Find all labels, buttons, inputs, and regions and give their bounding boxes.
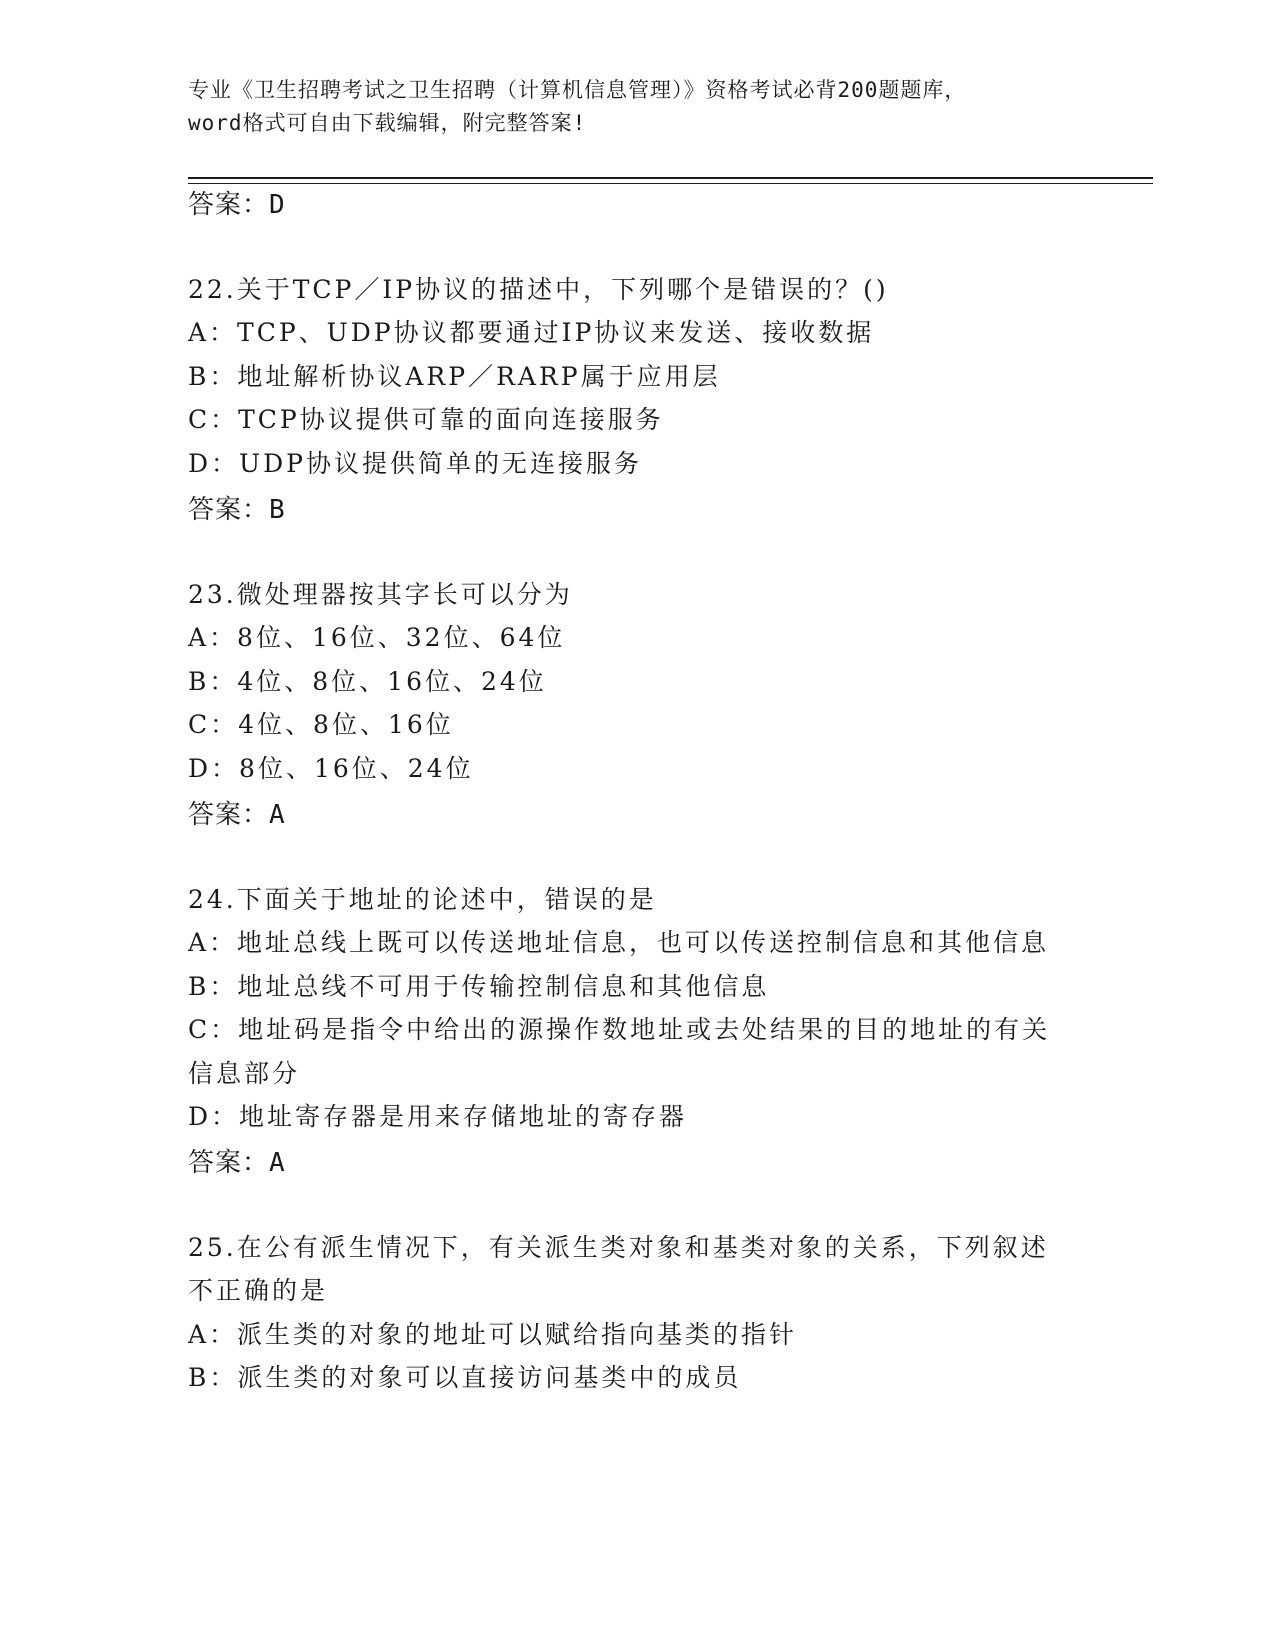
question-23-option-b: B：4位、8位、16位、24位 — [188, 667, 547, 696]
question-25-option-b: B：派生类的对象可以直接访问基类中的成员 — [188, 1363, 742, 1392]
question-25-stem: 25.在公有派生情况下，有关派生类对象和基类对象的关系，下列叙述 — [188, 1233, 1049, 1262]
question-25-option-a: A：派生类的对象的地址可以赋给指向基类的指针 — [188, 1320, 798, 1349]
question-24-option-c: C：地址码是指令中给出的源操作数地址或去处结果的目的地址的有关 — [188, 1015, 1051, 1044]
answer-24: 答案：A — [188, 1148, 286, 1178]
question-22-option-b: B：地址解析协议ARP／RARP属于应用层 — [188, 362, 721, 391]
question-24-option-b: B：地址总线不可用于传输控制信息和其他信息 — [188, 972, 770, 1001]
question-24-option-a: A：地址总线上既可以传送地址信息，也可以传送控制信息和其他信息 — [188, 928, 1050, 957]
question-23-option-c: C：4位、8位、16位 — [188, 710, 454, 739]
question-22-option-a: A：TCP、UDP协议都要通过IP协议来发送、接收数据 — [188, 318, 875, 347]
question-22-stem: 22.关于TCP／IP协议的描述中，下列哪个是错误的？() — [188, 275, 889, 304]
answer-21: 答案：D — [188, 190, 286, 220]
document-header — [188, 74, 1088, 140]
header-line-1: 专业《卫生招聘考试之卫生招聘（计算机信息管理）》资格考试必背200题题库， — [188, 78, 967, 102]
question-25-stem-continued: 不正确的是 — [188, 1276, 329, 1305]
answer-23: 答案：A — [188, 800, 286, 830]
header-rule-thin — [188, 183, 1153, 184]
question-23-stem: 23.微处理器按其字长可以分为 — [188, 580, 573, 609]
question-24-option-d: D：地址寄存器是用来存储地址的寄存器 — [188, 1102, 688, 1131]
question-23-option-d: D：8位、16位、24位 — [188, 754, 474, 783]
header-line-2: word格式可自由下载编辑，附完整答案! — [188, 111, 587, 135]
question-24-option-c-continued: 信息部分 — [188, 1059, 301, 1088]
question-22-option-d: D：UDP协议提供简单的无连接服务 — [188, 449, 642, 478]
question-22-option-c: C：TCP协议提供可靠的面向连接服务 — [188, 405, 664, 434]
question-24-stem: 24.下面关于地址的论述中，错误的是 — [188, 885, 657, 914]
answer-22: 答案：B — [188, 495, 286, 525]
header-rule — [188, 177, 1153, 179]
question-23-option-a: A：8位、16位、32位、64位 — [188, 623, 566, 652]
